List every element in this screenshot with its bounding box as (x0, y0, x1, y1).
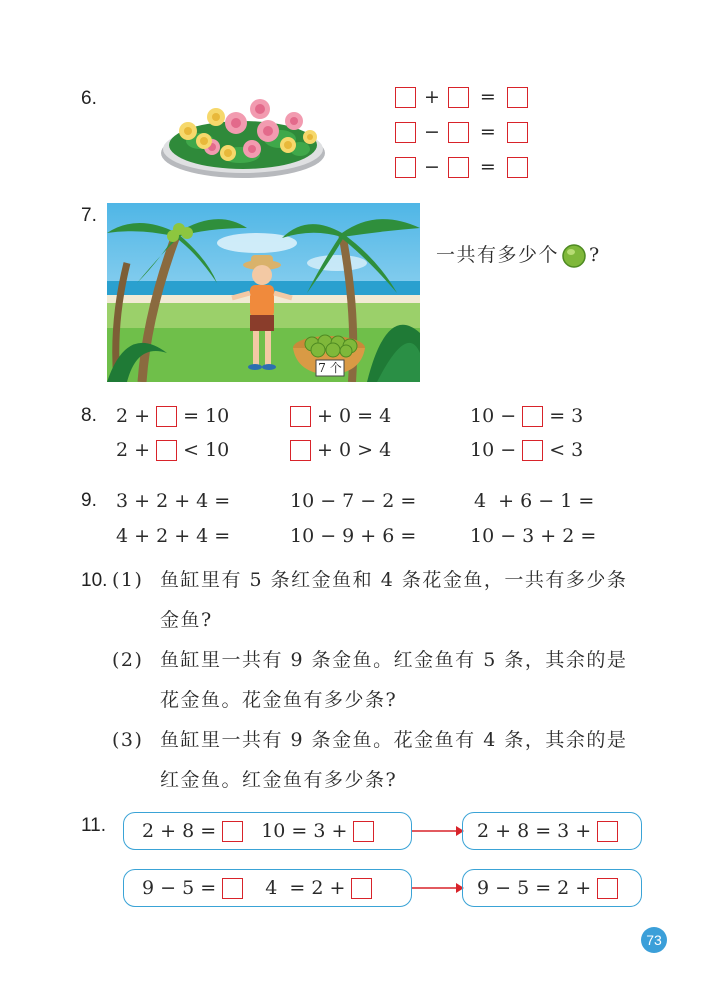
q9-expr: 10 − 9 + 6 = (290, 525, 417, 547)
q10-part3-label: (3) (112, 729, 144, 751)
answer-box[interactable] (395, 122, 416, 143)
answer-box[interactable] (522, 406, 543, 427)
q9-expr: 4 + 6 − 1 = (474, 490, 595, 512)
q10-part1-line2: 金鱼? (160, 609, 213, 631)
answer-box[interactable] (156, 440, 177, 461)
answer-box[interactable] (448, 87, 469, 108)
q6-equation-1: + = (395, 86, 528, 108)
answer-box[interactable] (351, 878, 372, 899)
q10-part3-line1: 鱼缸里一共有 9 条金鱼。花金鱼有 4 条，其余的是 (160, 729, 628, 751)
basket-label: 7 个 (318, 361, 342, 375)
q9-expr: 4 + 2 + 4 = (116, 525, 231, 547)
question-9-number: 9. (81, 490, 97, 511)
q10-part3-line2: 红金鱼。红金鱼有多少条? (160, 769, 398, 791)
answer-box[interactable] (222, 821, 243, 842)
coconut-icon (561, 242, 587, 268)
arrow-right-icon (412, 825, 464, 837)
q11-row2-right-group: 9 − 5 = 2 + (462, 869, 642, 907)
question-11-number: 11. (81, 815, 107, 836)
answer-box[interactable] (448, 157, 469, 178)
question-6-number: 6. (81, 88, 97, 109)
q10-part2-label: (2) (112, 649, 144, 671)
q10-part1-label: (1) (112, 569, 144, 591)
answer-box[interactable] (507, 87, 528, 108)
answer-box[interactable] (222, 878, 243, 899)
q11-row1-right-group: 2 + 8 = 3 + (462, 812, 642, 850)
q8-row2-a: 2 + < 10 (116, 439, 230, 461)
q9-expr: 3 + 2 + 4 = (116, 490, 231, 512)
question-10-number: 10. (81, 570, 108, 591)
q10-part1-line1: 鱼缸里有 5 条红金鱼和 4 条花金鱼，一共有多少条 (160, 569, 628, 591)
answer-box[interactable] (290, 440, 311, 461)
answer-box[interactable] (507, 157, 528, 178)
flower-bed-illustration (160, 93, 326, 181)
q8-row1-a: 2 + = 10 (116, 405, 230, 427)
q9-expr: 10 − 3 + 2 = (470, 525, 597, 547)
answer-box[interactable] (507, 122, 528, 143)
q8-row1-c: 10 − = 3 (470, 405, 584, 427)
q11-row1-left-group: 2 + 8 = 10 = 3 + (123, 812, 412, 850)
q6-equation-2: − = (395, 121, 528, 143)
answer-box[interactable] (597, 878, 618, 899)
answer-box[interactable] (448, 122, 469, 143)
answer-box[interactable] (156, 406, 177, 427)
answer-box[interactable] (353, 821, 374, 842)
q11-row2-left-group: 9 − 5 = 4 = 2 + (123, 869, 412, 907)
arrow-right-icon (412, 882, 464, 894)
q7-question: 一共有多少个 ? (436, 244, 601, 266)
q6-equation-3: − = (395, 156, 528, 178)
answer-box[interactable] (597, 821, 618, 842)
q9-expr: 10 − 7 − 2 = (290, 490, 417, 512)
answer-box[interactable] (522, 440, 543, 461)
q10-part2-line2: 花金鱼。花金鱼有多少条? (160, 689, 398, 711)
question-8-number: 8. (81, 405, 97, 426)
page-number-badge: 73 (641, 927, 667, 953)
q8-row1-b: + 0 = 4 (290, 405, 391, 427)
q10-part2-line1: 鱼缸里一共有 9 条金鱼。红金鱼有 5 条，其余的是 (160, 649, 628, 671)
answer-box[interactable] (290, 406, 311, 427)
q8-row2-c: 10 − < 3 (470, 439, 584, 461)
answer-box[interactable] (395, 157, 416, 178)
beach-coconut-illustration (107, 203, 420, 382)
question-7-number: 7. (81, 205, 97, 226)
q8-row2-b: + 0 > 4 (290, 439, 391, 461)
answer-box[interactable] (395, 87, 416, 108)
